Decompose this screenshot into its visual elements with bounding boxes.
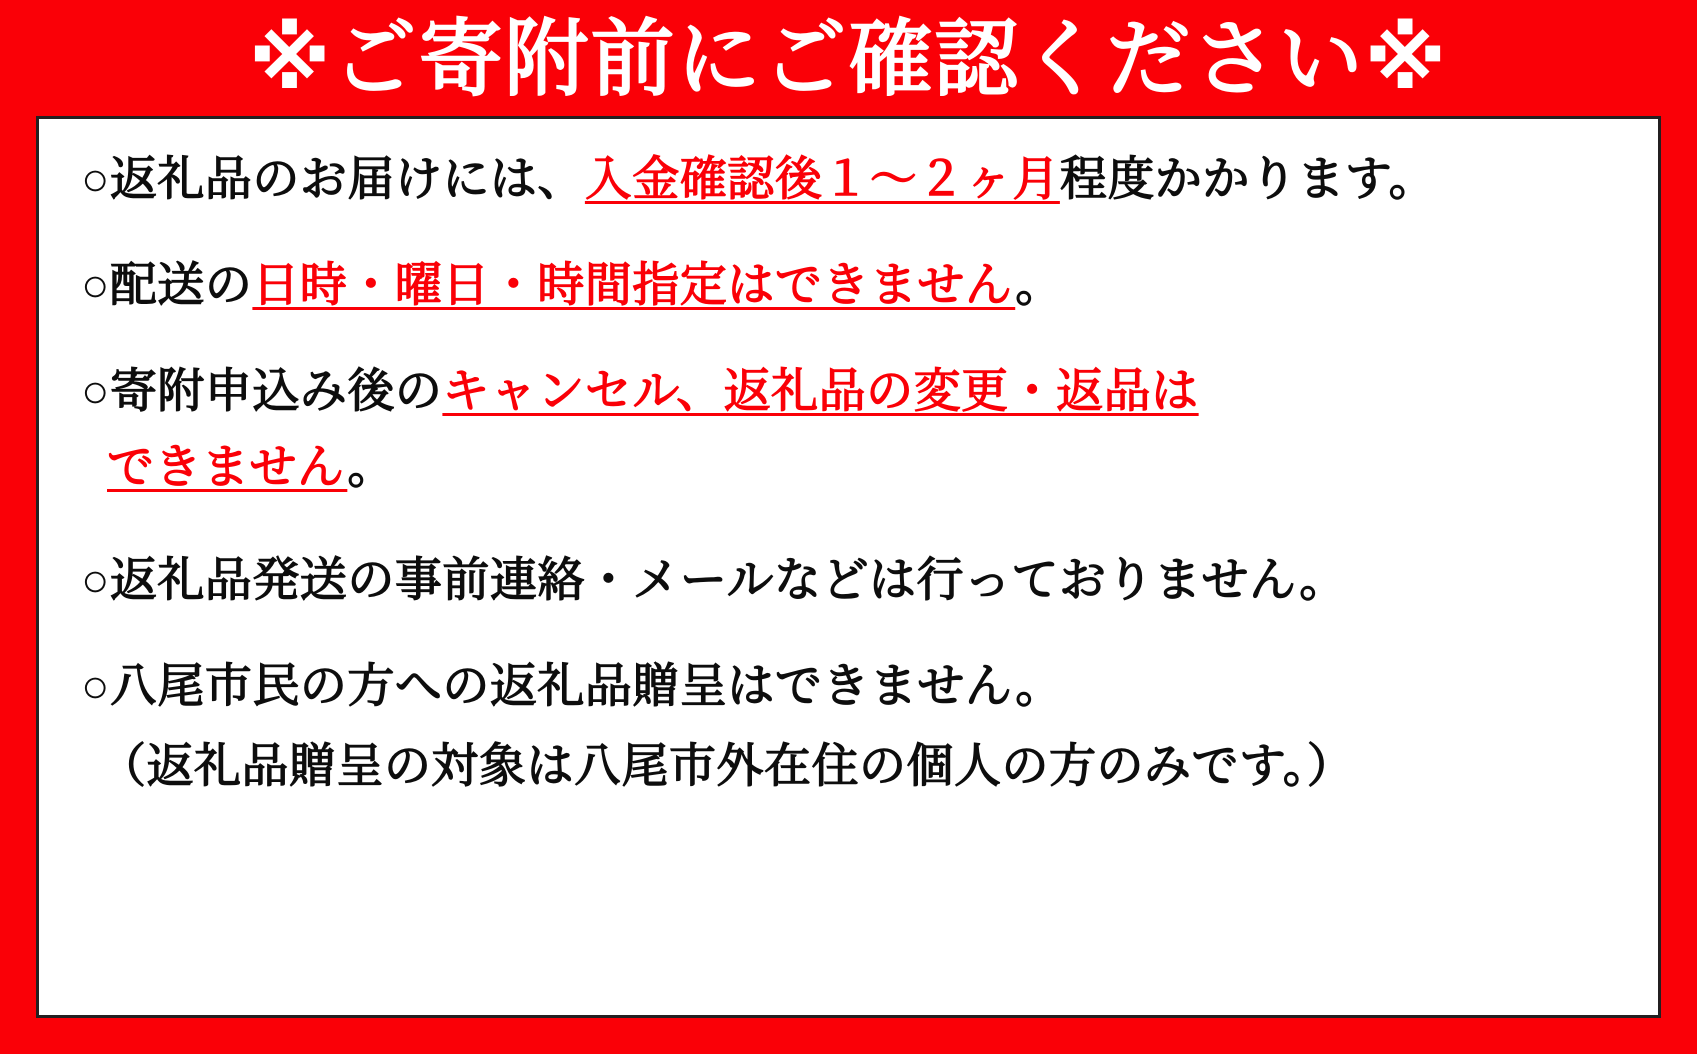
notice-text-pre: 配送の [109,258,253,312]
notice-text-pre: 八尾市民の方への返礼品贈呈はできません。 [109,658,1063,712]
list-item-no-advance-notice [81,550,1628,610]
notice-text-post: 。 [1015,258,1063,312]
notice-list [81,149,1628,796]
notice-text-highlight: キャンセル、返礼品の変更・返品は [442,364,1199,418]
notice-text-post: 程度かかります。 [1059,152,1437,205]
notice-text-pre: 寄附申込み後の [109,364,443,418]
notice-text-pre: 返礼品のお届けには、 [109,152,585,205]
notice-text-highlight: 入金確認後１～２ヶ月 [584,152,1060,205]
notice-text-highlight: 日時・曜日・時間指定はできません [252,258,1016,312]
bullet-icon: ○ [81,552,110,606]
list-item-no-cancel [81,361,1628,497]
notice-text-post: 。 [347,440,395,494]
notice-text-line2: （返礼品贈呈の対象は八尾市外在住の個人の方のみです。） [99,738,1355,792]
page-title: ※ご寄附前にご確認ください※ [248,12,1449,106]
list-item-delivery-time [81,149,1628,209]
list-item-yao-residents-excluded [81,656,1628,796]
bullet-icon: ○ [81,152,110,205]
list-item-no-date-designation [81,255,1628,315]
bullet-icon: ○ [81,258,110,312]
notice-text-line2 [81,437,1628,497]
notice-text-highlight-line2: できません [107,440,348,494]
bullet-icon: ○ [81,658,110,712]
bullet-icon: ○ [81,364,110,418]
notice-text-pre: 返礼品発送の事前連絡・メールなどは行っておりません。 [109,552,1347,606]
notice-panel [36,116,1661,1018]
